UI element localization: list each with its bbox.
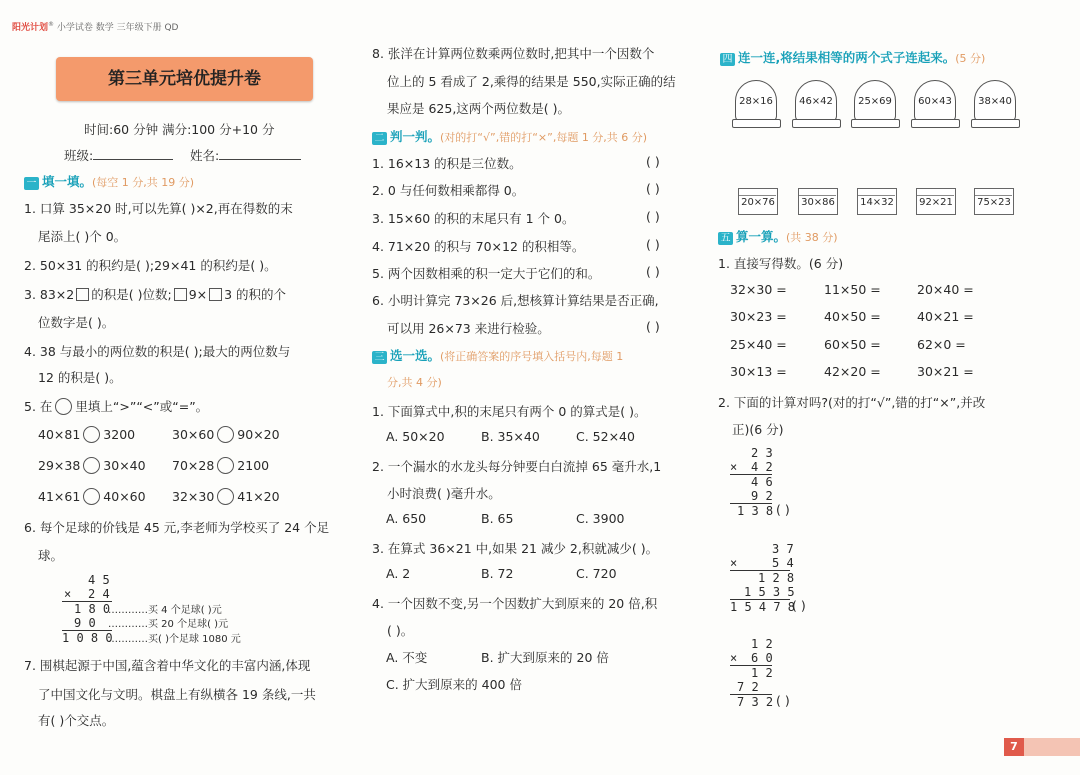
compare-circle: [83, 457, 100, 474]
section-4-heading: 四 连一连,将结果相等的两个式子连起来。(5 分): [720, 48, 985, 66]
vcalc-row: 2 3: [751, 446, 773, 460]
direct-calc: 40×21 =: [917, 309, 974, 324]
compare-circle: [217, 426, 234, 443]
judge-item: 4. 71×20 的积与 70×12 的积相等。: [372, 239, 585, 254]
page-number: 7: [1004, 738, 1024, 756]
choice-option: A. 2: [386, 566, 411, 581]
judge-item: 3. 15×60 的积的末尾只有 1 个 0。: [372, 211, 575, 226]
choice-option: C. 52×40: [576, 429, 635, 444]
page-number-bar: [1024, 738, 1080, 756]
calc-note: …………买( )个足球 1080 元: [108, 634, 241, 645]
answer-paren: ( ): [646, 154, 660, 169]
choice-option: C. 720: [576, 566, 617, 581]
vcalc-row: 5 4: [772, 556, 794, 570]
choice-question-4-line-2: ( )。: [387, 623, 414, 638]
direct-calc: 11×50 =: [824, 282, 881, 297]
compare-circle: [217, 488, 234, 505]
answer-paren: ( ): [776, 693, 790, 708]
vcalc-row: 1 5 3 5: [744, 585, 795, 599]
calc-row: 9 0: [74, 616, 96, 630]
answer-paren: ( ): [792, 598, 806, 613]
digit-box: [174, 288, 187, 301]
compare-circle: [55, 398, 72, 415]
compare-row: 70×28 2100: [172, 458, 270, 473]
compare-row: 40×81 3200: [38, 427, 136, 442]
question-4-line-1: 4. 38 与最小的两位数的积是( );最大的两位数与: [24, 344, 291, 359]
choice-option: C. 扩大到原来的 400 倍: [386, 677, 522, 692]
question-6-line-1: 6. 每个足球的价钱是 45 元,李老师为学校买了 24 个足: [24, 520, 330, 535]
question-5: 5. 在 里填上“>”“<”或“=”。: [24, 399, 209, 414]
answer-paren: ( ): [646, 237, 660, 252]
ball-expression: 28×16: [735, 80, 777, 122]
brand-label: 阳光计划: [12, 23, 49, 33]
section-3-heading: 三 选一选。(将正确答案的序号填入括号内,每题 1: [372, 346, 623, 364]
calc-note: …………买 4 个足球( )元: [108, 605, 222, 616]
part-2-title-line-1: 2. 下面的计算对吗?(对的打“√”,错的打“×”,并改: [718, 395, 986, 410]
vcalc-row: 7 2: [737, 680, 759, 694]
choice-question-1: 1. 下面算式中,积的末尾只有两个 0 的算式是( )。: [372, 404, 647, 419]
section-1-heading: 一 填一填。(每空 1 分,共 19 分): [24, 172, 194, 190]
vcalc-mul-sign: ×: [730, 460, 738, 474]
calc-mul-sign: ×: [64, 587, 72, 601]
calc-row: 4 5: [88, 573, 110, 587]
ball-expression: 46×42: [795, 80, 837, 122]
answer-paren: ( ): [646, 181, 660, 196]
envelope-expression: 20×76: [738, 188, 778, 215]
compare-circle: [83, 488, 100, 505]
answer-paren: ( ): [776, 502, 790, 517]
vcalc-result: 1 5 4 7 8: [730, 600, 796, 614]
time-score-line: 时间:60 分钟 满分:100 分+10 分: [84, 122, 275, 137]
vcalc-mul-sign: ×: [730, 556, 738, 570]
name-field: 姓名:: [190, 146, 301, 164]
page-header: 阳光计划® 小学试卷 数学 三年级下册 QD: [12, 21, 179, 33]
question-4-line-2: 12 的积是( )。: [38, 370, 122, 385]
judge-item: 1. 16×13 的积是三位数。: [372, 156, 522, 171]
choice-option: B. 72: [481, 566, 514, 581]
ball-expression: 60×43: [914, 80, 956, 122]
choice-option: A. 50×20: [386, 429, 445, 444]
direct-calc: 62×0 =: [917, 337, 966, 352]
question-7-line-3: 有( )个交点。: [38, 713, 115, 728]
direct-calc: 42×20 =: [824, 364, 881, 379]
compare-row: 30×60 90×20: [172, 427, 280, 442]
judge-item: 6. 小明计算完 73×26 后,想核算计算结果是否正确,: [372, 293, 659, 308]
choice-option: A. 不变: [386, 650, 428, 665]
choice-question-4-line-1: 4. 一个因数不变,另一个因数扩大到原来的 20 倍,积: [372, 596, 658, 611]
vcalc-row: 6 0: [751, 651, 773, 665]
direct-calc: 25×40 =: [730, 337, 787, 352]
choice-option: C. 3900: [576, 511, 625, 526]
section-2-heading: 二 判一判。(对的打“√”,错的打“×”,每题 1 分,共 6 分): [372, 127, 647, 145]
direct-calc: 20×40 =: [917, 282, 974, 297]
header-text: 小学试卷 数学 三年级下册 QD: [56, 23, 179, 33]
ball-expression: 25×69: [854, 80, 896, 122]
question-7-line-2: 了中国文化与文明。棋盘上有纵横各 19 条线,一共: [38, 687, 316, 702]
compare-row: 32×30 41×20: [172, 489, 280, 504]
calc-row: 2 4: [88, 587, 110, 601]
question-1-line-2: 尾添上( )个 0。: [38, 229, 127, 244]
choice-question-2-line-1: 2. 一个漏水的水龙头每分钟要白白流掉 65 毫升水,1: [372, 459, 662, 474]
vcalc-row: 4 2: [751, 460, 773, 474]
compare-circle: [217, 457, 234, 474]
envelope-expression: 30×86: [798, 188, 838, 215]
judge-item: 2. 0 与任何数相乘都得 0。: [372, 183, 525, 198]
question-1-line-1: 1. 口算 35×20 时,可以先算( )×2,再在得数的末: [24, 201, 293, 216]
choice-option: B. 35×40: [481, 429, 540, 444]
question-8-line-1: 8. 张洋在计算两位数乘两位数时,把其中一个因数个: [372, 46, 655, 61]
question-2: 2. 50×31 的积约是( );29×41 的积约是( )。: [24, 258, 277, 273]
direct-calc: 60×50 =: [824, 337, 881, 352]
direct-calc: 40×50 =: [824, 309, 881, 324]
part-1-title: 1. 直接写得数。(6 分): [718, 256, 844, 271]
question-7-line-1: 7. 围棋起源于中国,蕴含着中华文化的丰富内涵,体现: [24, 658, 311, 673]
question-3-line-1: 3. 83×2 的积是( )位数; 9× 3 的积的个: [24, 287, 287, 302]
question-8-line-2: 位上的 5 看成了 2,乘得的结果是 550,实际正确的结: [387, 74, 676, 89]
choice-option: B. 65: [481, 511, 514, 526]
choice-question-3: 3. 在算式 36×21 中,如果 21 减少 2,积就减少( )。: [372, 541, 659, 556]
vcalc-result: 1 3 8: [737, 504, 774, 518]
judge-item: 5. 两个因数相乘的积一定大于它们的和。: [372, 266, 601, 281]
question-8-line-3: 果应是 625,这两个两位数是( )。: [387, 101, 571, 116]
answer-paren: ( ): [646, 319, 660, 334]
choice-option: B. 扩大到原来的 20 倍: [481, 650, 609, 665]
vcalc-row: 9 2: [751, 489, 773, 503]
direct-calc: 32×30 =: [730, 282, 787, 297]
vcalc-row: 1 2: [751, 666, 773, 680]
calc-note: …………买 20 个足球( )元: [108, 619, 229, 630]
answer-paren: ( ): [646, 264, 660, 279]
choice-question-2-line-2: 小时浪费( )毫升水。: [387, 486, 501, 501]
compare-row: 41×61 40×60: [38, 489, 146, 504]
question-3-line-2: 位数字是( )。: [38, 315, 115, 330]
answer-paren: ( ): [646, 209, 660, 224]
digit-box: [209, 288, 222, 301]
section-3-heading-cont: 分,共 4 分): [387, 376, 442, 389]
vcalc-row: 4 6: [751, 475, 773, 489]
vcalc-row: 3 7: [772, 542, 794, 556]
compare-row: 29×38 30×40: [38, 458, 146, 473]
exam-title: 第三单元培优提升卷: [56, 57, 313, 101]
compare-circle: [83, 426, 100, 443]
judge-item-continued: 可以用 26×73 来进行检验。: [387, 321, 550, 336]
direct-calc: 30×13 =: [730, 364, 787, 379]
vcalc-row: 1 2 8: [758, 571, 795, 585]
envelope-expression: 14×32: [857, 188, 897, 215]
envelope-expression: 92×21: [916, 188, 956, 215]
calc-row: 1 0 8 0: [62, 631, 113, 645]
part-2-title-line-2: 正)(6 分): [732, 422, 784, 437]
envelope-expression: 75×23: [974, 188, 1014, 215]
calc-row: 1 8 0: [74, 602, 111, 616]
vcalc-row: 1 2: [751, 637, 773, 651]
choice-option: A. 650: [386, 511, 427, 526]
ball-expression: 38×40: [974, 80, 1016, 122]
question-6-line-2: 球。: [38, 548, 64, 563]
direct-calc: 30×23 =: [730, 309, 787, 324]
direct-calc: 30×21 =: [917, 364, 974, 379]
section-5-heading: 五 算一算。(共 38 分): [718, 227, 838, 245]
class-field: 班级:: [64, 146, 173, 164]
vcalc-mul-sign: ×: [730, 651, 738, 665]
digit-box: [76, 288, 89, 301]
vcalc-result: 7 3 2: [737, 695, 774, 709]
